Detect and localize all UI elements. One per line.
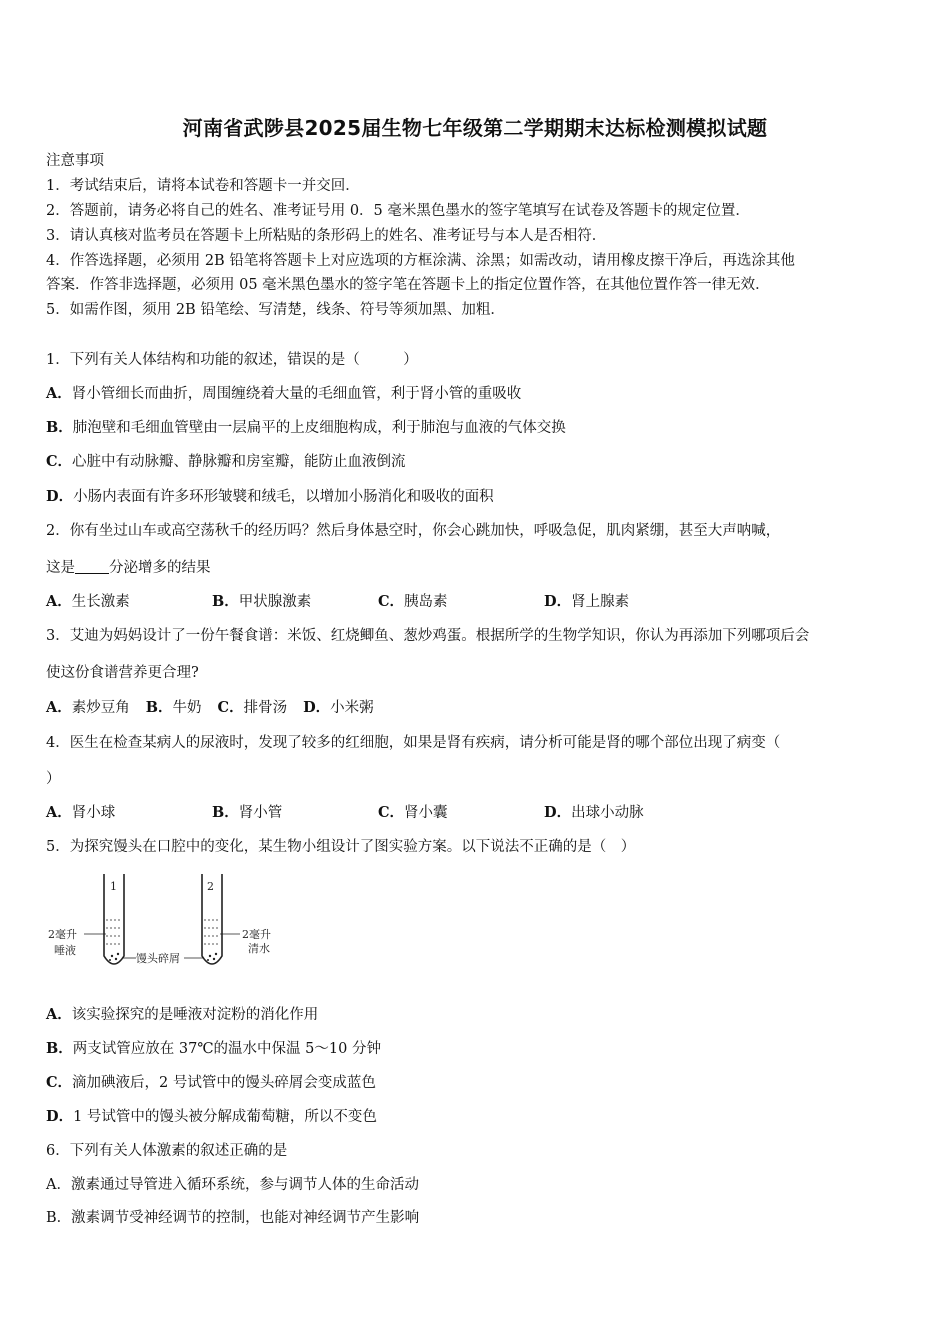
notice-item: 4．作答选择题，必须用 2B 铅笔将答题卡上对应选项的方框涂满、涂黑；如需改动，请用橡皮擦干净后，再选涂其他	[46, 253, 795, 269]
test-tube-diagram	[44, 868, 294, 988]
notice-item: 答案．作答非选择题，必须用 05 毫米黑色墨水的签字笔在答题卡上的指定位置作答，在其他位置作答一律无效．	[46, 277, 770, 293]
q2-option-b: B．甲状腺激素	[212, 593, 312, 610]
q2-stem-line2: 这是 分泌增多的结果	[46, 560, 211, 576]
q4-stem-line1: 4．医生在检查某病人的尿液时，发现了较多的红细胞，如果是肾有疾病，请分析可能是肾的哪个部位出现了病变（	[46, 735, 781, 751]
q4-stem-line2: ）	[46, 771, 61, 787]
q4-option-b: B．肾小管	[212, 804, 283, 821]
q3-stem-line2: 使这份食谱营养更合理?	[46, 665, 199, 681]
q1-option-a: A．肾小管细长而曲折，周围缠绕着大量的毛细血管，利于肾小管的重吸收	[46, 385, 522, 402]
notice-item: 1．考试结束后，请将本试卷和答题卡一并交回．	[46, 178, 360, 194]
q6-option-b: B．激素调节受神经调节的控制，也能对神经调节产生影响	[46, 1210, 420, 1226]
q2-options	[46, 592, 629, 612]
q4-option-a: A．肾小球	[46, 804, 116, 821]
notice-heading: 注意事项	[46, 153, 104, 169]
q3-stem-line1: 3．艾迪为妈妈设计了一份午餐食谱：米饭、红烧鲫鱼、葱炒鸡蛋。根据所学的生物学知识，你认为再添加下列哪项后会	[46, 628, 810, 644]
tube-2-number: 2	[207, 880, 214, 893]
q1-option-c: C．心脏中有动脉瓣、静脉瓣和房室瓣，能防止血液倒流	[46, 453, 406, 470]
q2-option-c: C．胰岛素	[378, 593, 448, 610]
left-label-saliva: 唾液	[54, 944, 76, 957]
q5-stem: 5．为探究馒头在口腔中的变化，某生物小组设计了图实验方案。以下说法不正确的是（ ）	[46, 839, 636, 855]
tube-1-number: 1	[110, 880, 117, 893]
q1-option-b: B．肺泡壁和毛细血管壁由一层扁平的上皮细胞构成，利于肺泡与血液的气体交换	[46, 419, 566, 436]
q5-option-d: D．1 号试管中的馒头被分解成葡萄糖，所以不变色	[46, 1108, 377, 1125]
q3-options	[46, 698, 390, 718]
q4-option-d: D．出球小动脉	[544, 804, 644, 821]
left-label-volume: 2毫升	[48, 928, 77, 941]
q5-option-b: B．两支试管应放在 37℃的温水中保温 5～10 分钟	[46, 1040, 381, 1057]
right-label-water: 清水	[248, 942, 270, 955]
q3-option-a: A．素炒豆角	[46, 699, 130, 716]
page-title: 河南省武陟县2025届生物七年级第二学期期末达标检测模拟试题	[182, 116, 768, 140]
q6-stem: 6．下列有关人体激素的叙述正确的是	[46, 1143, 288, 1159]
middle-label-bread: 馒头碎屑	[136, 952, 180, 965]
notice-item: 5．如需作图，须用 2B 铅笔绘、写清楚，线条、符号等须加黑、加粗．	[46, 302, 505, 318]
q3-option-c: C．排骨汤	[217, 699, 288, 716]
q1-stem: 1．下列有关人体结构和功能的叙述，错误的是（ ）	[46, 352, 418, 368]
q5-option-a: A．该实验探究的是唾液对淀粉的消化作用	[46, 1006, 319, 1023]
notice-item: 3．请认真核对监考员在答题卡上所粘贴的条形码上的姓名、准考证号与本人是否相符．	[46, 228, 607, 244]
q5-option-c: C．滴加碘液后，2 号试管中的馒头碎屑会变成蓝色	[46, 1074, 376, 1091]
right-label-volume: 2毫升	[242, 928, 271, 941]
q4-options	[46, 803, 644, 823]
answer-blank	[75, 559, 109, 574]
q4-option-c: C．肾小囊	[378, 804, 448, 821]
q1-option-d: D．小肠内表面有许多环形皱襞和绒毛，以增加小肠消化和吸收的面积	[46, 488, 494, 505]
q2-option-d: D．肾上腺素	[544, 593, 630, 610]
q2-option-a: A．生长激素	[46, 593, 130, 610]
q3-option-d: D．小米粥	[303, 699, 374, 716]
notice-item: 2．答题前，请务必将自己的姓名、准考证号用 0．5 毫米黑色墨水的签字笔填写在试卷及答题卡的规定位置．	[46, 203, 750, 219]
q6-option-a: A．激素通过导管进入循环系统，参与调节人体的生命活动	[46, 1177, 419, 1193]
q3-option-b: B．牛奶	[145, 699, 202, 716]
q2-stem-line1: 2．你有坐过山车或高空荡秋千的经历吗？然后身体悬空时，你会心跳加快，呼吸急促，肌肉紧绷，甚至大声呐喊，	[46, 523, 781, 539]
